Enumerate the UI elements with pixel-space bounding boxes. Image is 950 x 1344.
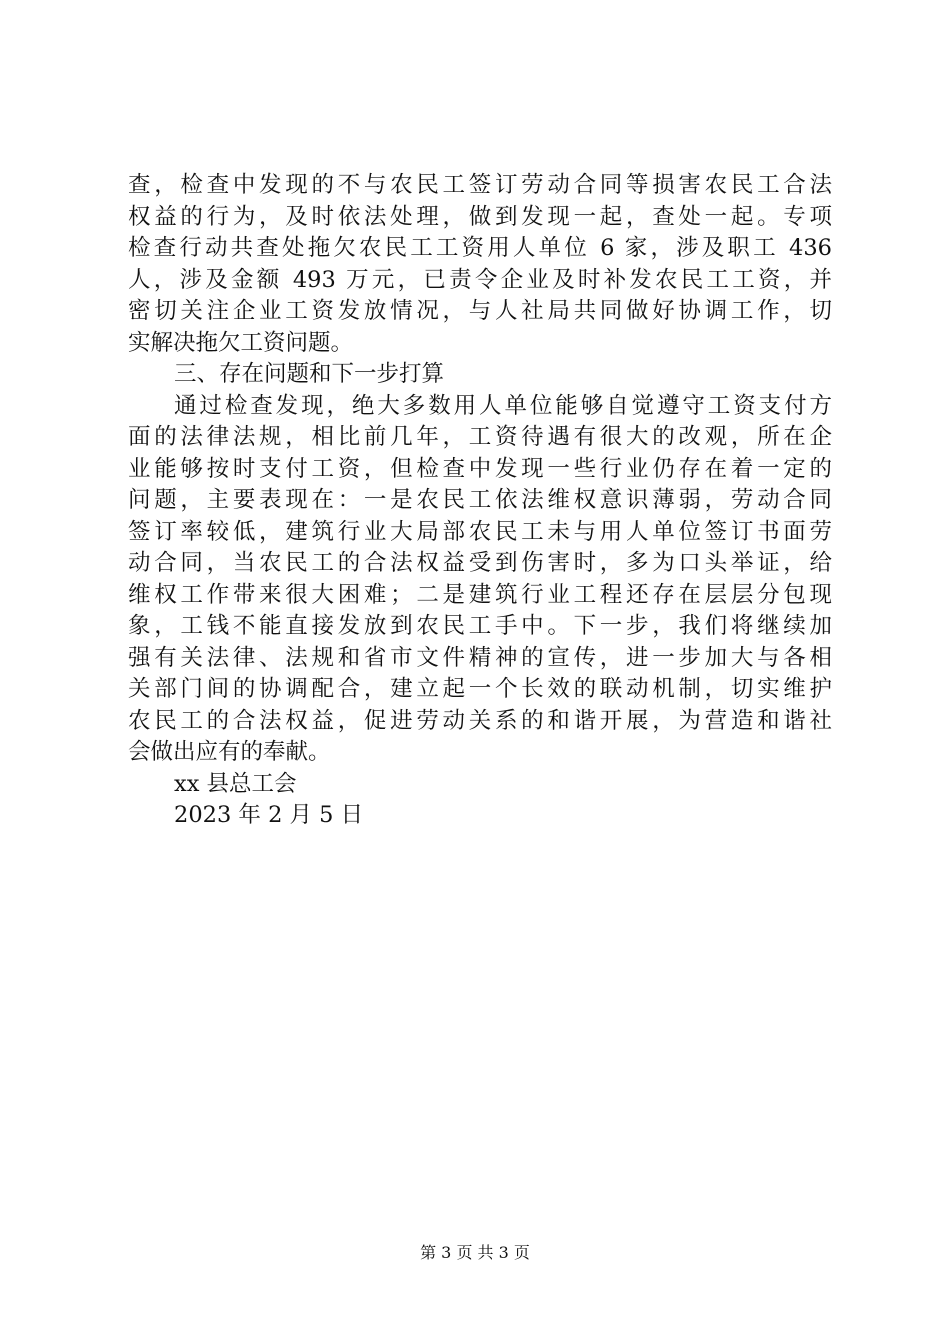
text-line: 面的法律法规，相比前几年，工资待遇有很大的改观，所在企 [128,424,832,450]
text-line: 查，检查中发现的不与农民工签订劳动合同等损害农民工合法 [128,172,832,198]
text-line: 人，涉及金额 493 万元，已责令企业及时补发农民工工资，并 [128,266,832,293]
page-footer: 第 3 页 共 3 页 [420,1243,530,1262]
text-line: 维权工作带来很大困难；二是建筑行业工程还存在层层分包现 [128,581,832,608]
paragraph-problems-next-steps [128,391,832,769]
text-line: 象，工钱不能直接发放到农民工手中。下一步，我们将继续加 [128,613,832,639]
paragraph-inspection-results [128,170,832,359]
text-line: 业能够按时支付工资，但检查中发现一些行业仍存在着一定的 [128,455,832,482]
text-line: 密切关注企业工资发放情况，与人社局共同做好协调工作，切 [128,298,832,324]
text-line: 签订率较低，建筑行业大局部农民工未与用人单位签订书面劳 [128,518,832,545]
text-line: 实解决拖欠工资问题。 [128,329,354,356]
document-body [128,170,832,832]
signature-date: 2023 年 2 月 5 日 [174,802,364,828]
text-line: 会做出应有的奉献。 [128,739,331,765]
text-line: 农民工的合法权益，促进劳动关系的和谐开展，为营造和谐社 [128,707,832,734]
text-line: 强有关法律、法规和省市文件精神的宣传，进一步加大与各相 [128,644,832,671]
text-line: 通过检查发现，绝大多数用人单位能够自觉遵守工资支付方 [174,392,832,419]
section-heading: 三、存在问题和下一步打算 [174,361,445,387]
text-line: 动合同，当农民工的合法权益受到伤害时，多为口头举证，给 [128,550,832,576]
text-line: 关部门间的协调配合，建立起一个长效的联动机制，切实维护 [128,676,832,702]
signature-organization: xx 县总工会 [174,770,297,797]
text-line: 检查行动共查处拖欠农民工工资用人单位 6 家，涉及职工 436 [128,235,832,261]
text-line: 权益的行为，及时依法处理，做到发现一起，查处一起。专项 [128,203,832,230]
text-line: 问题，主要表现在：一是农民工依法维权意识薄弱，劳动合同 [128,487,832,513]
